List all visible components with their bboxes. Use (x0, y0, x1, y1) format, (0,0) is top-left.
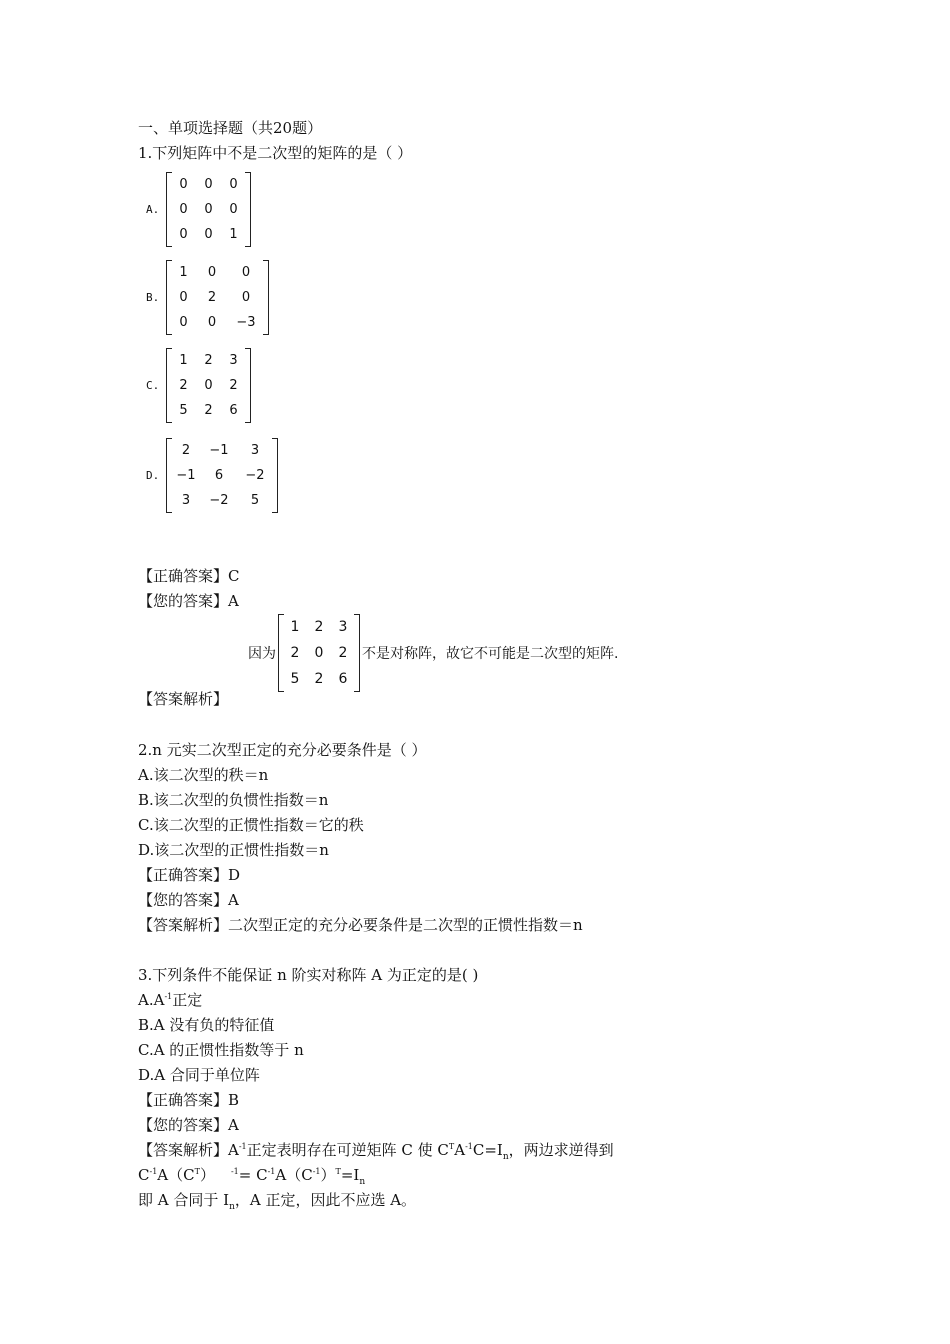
text-run: 正定 (172, 991, 203, 1009)
matrix-cell: 2 (204, 352, 213, 368)
matrix-cell: 5 (179, 402, 188, 418)
superscript: -1 (267, 1167, 276, 1176)
superscript: -1 (230, 1167, 239, 1176)
explain-suffix: 不是对称阵，故它不可能是二次型的矩阵. (362, 646, 619, 662)
matrix-cell: 0 (229, 176, 238, 192)
text-run: ，A 正定，因此不应选 A。 (234, 1191, 417, 1209)
option-label: A. (146, 202, 160, 216)
matrix-cell: 1 (290, 619, 300, 635)
text-run: C (138, 1166, 150, 1184)
matrix-cell: 6 (338, 671, 348, 687)
subscript: n (502, 1152, 509, 1162)
text-run: ，两边求逆得到 (508, 1141, 614, 1159)
option-label: D. (146, 468, 160, 482)
subscript: n (229, 1202, 235, 1212)
superscript: -1 (149, 1167, 158, 1176)
matrix-b (166, 260, 269, 335)
text-run: = C (238, 1166, 268, 1184)
superscript: -1 (465, 1142, 473, 1151)
matrix-cell: 2 (181, 442, 191, 458)
question-2-stem: 2.n 元实二次型正定的充分必要条件是（ ） (138, 741, 427, 759)
text-run: ） (320, 1166, 336, 1184)
q2-option-a[interactable]: A.该二次型的秩＝n (138, 766, 269, 784)
q3-option-c[interactable]: C.A 的正惯性指数等于 n (138, 1041, 304, 1059)
matrix-cell: 2 (314, 619, 324, 635)
matrix-cell: 2 (290, 645, 300, 661)
superscript: -1 (312, 1167, 321, 1176)
matrix-cell: 0 (207, 314, 217, 330)
text-run: C=I (472, 1141, 503, 1159)
matrix-a (166, 172, 251, 247)
q1-explanation (248, 614, 618, 692)
matrix-cell: −1 (176, 467, 196, 483)
matrix-cell: 0 (179, 176, 188, 192)
superscript: -1 (164, 992, 173, 1001)
subscript: n (359, 1177, 366, 1187)
q2-your-answer: 【您的答案】A (138, 891, 239, 909)
matrix-cell: 0 (241, 264, 251, 280)
matrix-cell: 0 (179, 314, 188, 330)
superscript: -1 (238, 1142, 247, 1151)
q1-your-answer: 【您的答案】A (138, 592, 239, 610)
text-run: A（C (275, 1166, 313, 1184)
q3-analysis-line-1 (138, 1140, 614, 1160)
text-run: 即 A 合同于 I (138, 1191, 230, 1209)
matrix-cell: 0 (207, 264, 217, 280)
matrix-cell: 5 (290, 671, 300, 687)
matrix-cell: 0 (204, 226, 213, 242)
matrix-cell: 3 (229, 352, 238, 368)
matrix-cell: 0 (229, 201, 238, 217)
matrix-cell: −2 (245, 467, 265, 483)
q3-analysis-line-2 (138, 1165, 365, 1185)
text-run: A (454, 1141, 466, 1159)
q2-option-d[interactable]: D.该二次型的正惯性指数＝n (138, 841, 329, 859)
option-label: C. (146, 378, 160, 392)
text-run: =I (340, 1166, 360, 1184)
matrix-cell: −3 (236, 314, 256, 330)
matrix-cell: −1 (209, 442, 229, 458)
matrix-cell: −2 (209, 492, 229, 508)
q2-analysis: 【答案解析】二次型正定的充分必要条件是二次型的正惯性指数＝n (138, 916, 583, 934)
matrix-cell: 0 (204, 377, 213, 393)
text-run: 正定表明存在可逆矩阵 C 使 C (246, 1141, 449, 1159)
matrix-cell: 1 (179, 264, 188, 280)
q3-option-b[interactable]: B.A 没有负的特征值 (138, 1016, 275, 1034)
matrix-cell: 3 (181, 492, 191, 508)
text-run: A（C (157, 1166, 195, 1184)
q2-option-b[interactable]: B.该二次型的负惯性指数＝n (138, 791, 329, 809)
q3-your-answer: 【您的答案】A (138, 1116, 239, 1134)
matrix-cell: 2 (338, 645, 348, 661)
q2-correct-answer: 【正确答案】D (138, 866, 241, 884)
q1-option-b[interactable] (146, 260, 269, 334)
matrix-cell: 2 (314, 671, 324, 687)
superscript: T (448, 1142, 455, 1151)
matrix-d (166, 438, 278, 513)
matrix-cell: 1 (179, 352, 188, 368)
matrix-cell: 0 (179, 226, 188, 242)
superscript: T (194, 1167, 200, 1176)
section-title: 一、单项选择题（共20题） (138, 119, 323, 137)
question-3-stem: 3.下列条件不能保证 n 阶实对称阵 A 为正定的是( ) (138, 966, 479, 984)
matrix-cell: 0 (179, 289, 188, 305)
q2-option-c[interactable]: C.该二次型的正惯性指数＝它的秩 (138, 816, 364, 834)
matrix-cell: 0 (241, 289, 251, 305)
matrix-cell: 0 (179, 201, 188, 217)
q1-analysis: 【答案解析】 (138, 690, 229, 708)
question-1-stem: 1.下列矩阵中不是二次型的矩阵的是（ ） (138, 144, 413, 162)
matrix-cell: 2 (207, 289, 217, 305)
matrix-cell: 0 (204, 176, 213, 192)
q3-option-a[interactable] (138, 990, 202, 1010)
q1-option-a[interactable] (146, 172, 251, 246)
text-run: 【答案解析】A (138, 1141, 239, 1159)
text-run: A.A (138, 991, 165, 1009)
matrix-cell: 3 (338, 619, 348, 635)
matrix-cell: 2 (204, 402, 213, 418)
option-label: B. (146, 290, 160, 304)
matrix-cell: 0 (204, 201, 213, 217)
q1-correct-answer: 【正确答案】C (138, 567, 240, 585)
explain-matrix (278, 614, 360, 692)
matrix-c (166, 348, 251, 423)
matrix-cell: 0 (314, 645, 324, 661)
matrix-cell: 2 (179, 377, 188, 393)
q3-correct-answer: 【正确答案】B (138, 1091, 240, 1109)
text-run: ） (199, 1166, 215, 1184)
superscript: T (335, 1167, 341, 1176)
q3-analysis-line-3 (138, 1190, 416, 1210)
matrix-cell: 3 (250, 442, 260, 458)
matrix-cell: 6 (214, 467, 224, 483)
matrix-cell: 6 (229, 402, 238, 418)
matrix-cell: 1 (229, 226, 238, 242)
q1-option-d[interactable] (146, 438, 278, 512)
explain-prefix: 因为 (248, 646, 276, 662)
q3-option-d[interactable]: D.A 合同于单位阵 (138, 1066, 260, 1084)
matrix-cell: 2 (229, 377, 238, 393)
matrix-cell: 5 (250, 492, 260, 508)
q1-option-c[interactable] (146, 348, 251, 422)
